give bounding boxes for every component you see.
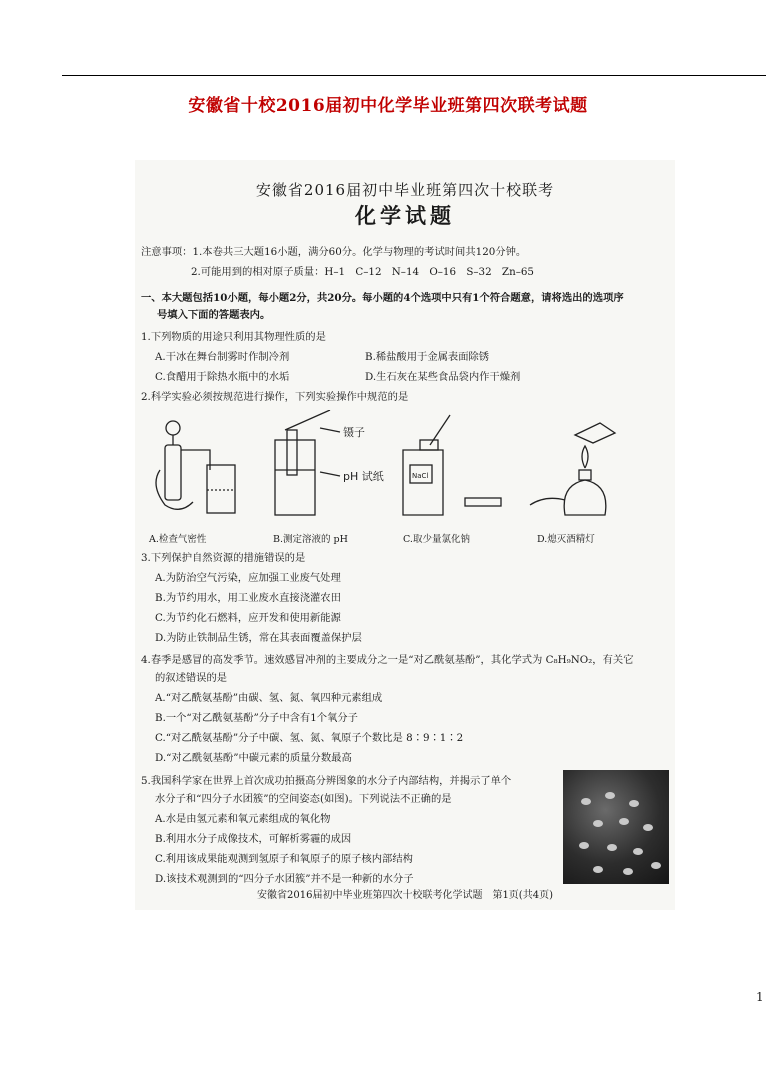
exam-footer: 安徽省2016届初中毕业班第四次十校联考化学试题 第1页(共4页) bbox=[257, 890, 553, 901]
q4-option-b: B.一个“对乙酰氨基酚”分子中含有1个氧分子 bbox=[155, 712, 358, 724]
q5-option-d: D.该技术观测到的“四分子水团簇”并不是一种新的水分子 bbox=[155, 873, 414, 885]
notice-line-1: 注意事项：1.本卷共三大题16小题，满分60分。化学与物理的考试时间共120分钟。 bbox=[141, 246, 527, 258]
water-cluster-photo bbox=[563, 770, 669, 884]
notice-line-2: 2.可能用到的相对原子质量：H–1 C–12 N–14 O–16 S–32 Zn–65 bbox=[191, 266, 534, 278]
top-rule bbox=[62, 75, 766, 76]
label-nacl: NaCl bbox=[412, 472, 429, 480]
q1-option-c: C.食醋用于除热水瓶中的水垢 bbox=[155, 371, 290, 383]
apparatus-c-reagent-bottle bbox=[403, 415, 501, 515]
q3-option-c: C.为节约化石燃料，应开发和使用新能源 bbox=[155, 612, 341, 624]
q4-option-c: C.“对乙酰氨基酚”分子中碳、氢、氮、氧原子个数比是 8∶9∶1∶2 bbox=[155, 732, 464, 744]
apparatus-a-airtight-check bbox=[156, 421, 235, 513]
q5-option-a: A.水是由氢元素和氧元素组成的氧化物 bbox=[155, 813, 331, 825]
q2-option-c: C.取少量氯化钠 bbox=[403, 534, 470, 545]
q4-option-a: A.“对乙酰氨基酚”由碳、氢、氮、氧四种元素组成 bbox=[155, 692, 383, 704]
q2-option-d: D.熄灭酒精灯 bbox=[537, 534, 595, 545]
q2-stem: 2.科学实验必须按规范进行操作，下列实验操作中规范的是 bbox=[141, 391, 409, 403]
apparatus-d-alcohol-lamp bbox=[530, 423, 615, 515]
section1-instructions: 一、本大题包括10小题，每小题2分，共20分。每小题的4个选项中只有1个符合题意，请将选出的选项序 bbox=[141, 292, 624, 304]
q3-stem: 3.下列保护自然资源的措施错误的是 bbox=[141, 552, 306, 564]
scanned-exam-page bbox=[135, 160, 675, 910]
q5-stem-cont: 水分子和“四分子水团簇”的空间姿态(如图)。下列说法不正确的是 bbox=[155, 793, 452, 805]
q2-option-b: B.测定溶液的 pH bbox=[273, 534, 348, 545]
q5-option-b: B.利用水分子成像技术，可解析雾霾的成因 bbox=[155, 833, 352, 845]
q1-option-a: A.干冰在舞台制雾时作制冷剂 bbox=[155, 351, 290, 363]
apparatus-b-ph-test bbox=[275, 410, 340, 515]
page-number: 1 bbox=[756, 990, 764, 1004]
q1-stem: 1.下列物质的用途只利用其物理性质的是 bbox=[141, 331, 326, 343]
section1-instructions-cont: 号填入下面的答题表内。 bbox=[157, 309, 271, 321]
exam-subject: 化学试题 bbox=[355, 203, 455, 228]
q2-apparatus-figures bbox=[135, 410, 675, 530]
q4-stem-cont: 的叙述错误的是 bbox=[155, 672, 228, 684]
q5-stem: 5.我国科学家在世界上首次成功拍摄高分辨图象的水分子内部结构，并揭示了单个 bbox=[141, 775, 512, 787]
q3-option-d: D.为防止铁制品生锈，常在其表面覆盖保护层 bbox=[155, 632, 362, 644]
q3-option-a: A.为防治空气污染，应加强工业废气处理 bbox=[155, 572, 341, 584]
exam-header: 安徽省2016届初中毕业班第四次十校联考 bbox=[255, 181, 555, 199]
label-ph-paper: pH 试纸 bbox=[343, 470, 384, 483]
q1-option-b: B.稀盐酸用于金属表面除锈 bbox=[365, 351, 490, 363]
label-tweezers: 镊子 bbox=[343, 426, 365, 439]
q4-option-d: D.“对乙酰氨基酚”中碳元素的质量分数最高 bbox=[155, 752, 352, 764]
q4-stem: 4.春季是感冒的高发季节。速效感冒冲剂的主要成分之一是“对乙酰氨基酚”，其化学式为 C₈H₉NO₂，有关它 bbox=[141, 654, 634, 666]
q3-option-b: B.为节约用水，用工业废水直接浇灌农田 bbox=[155, 592, 341, 604]
q1-option-d: D.生石灰在某些食品袋内作干燥剂 bbox=[365, 371, 521, 383]
q2-option-a: A.检查气密性 bbox=[149, 534, 207, 545]
q5-option-c: C.利用该成果能观测到氢原子和氧原子的原子核内部结构 bbox=[155, 853, 413, 865]
document-title: 安徽省十校2016届初中化学毕业班第四次联考试题 bbox=[188, 96, 588, 116]
